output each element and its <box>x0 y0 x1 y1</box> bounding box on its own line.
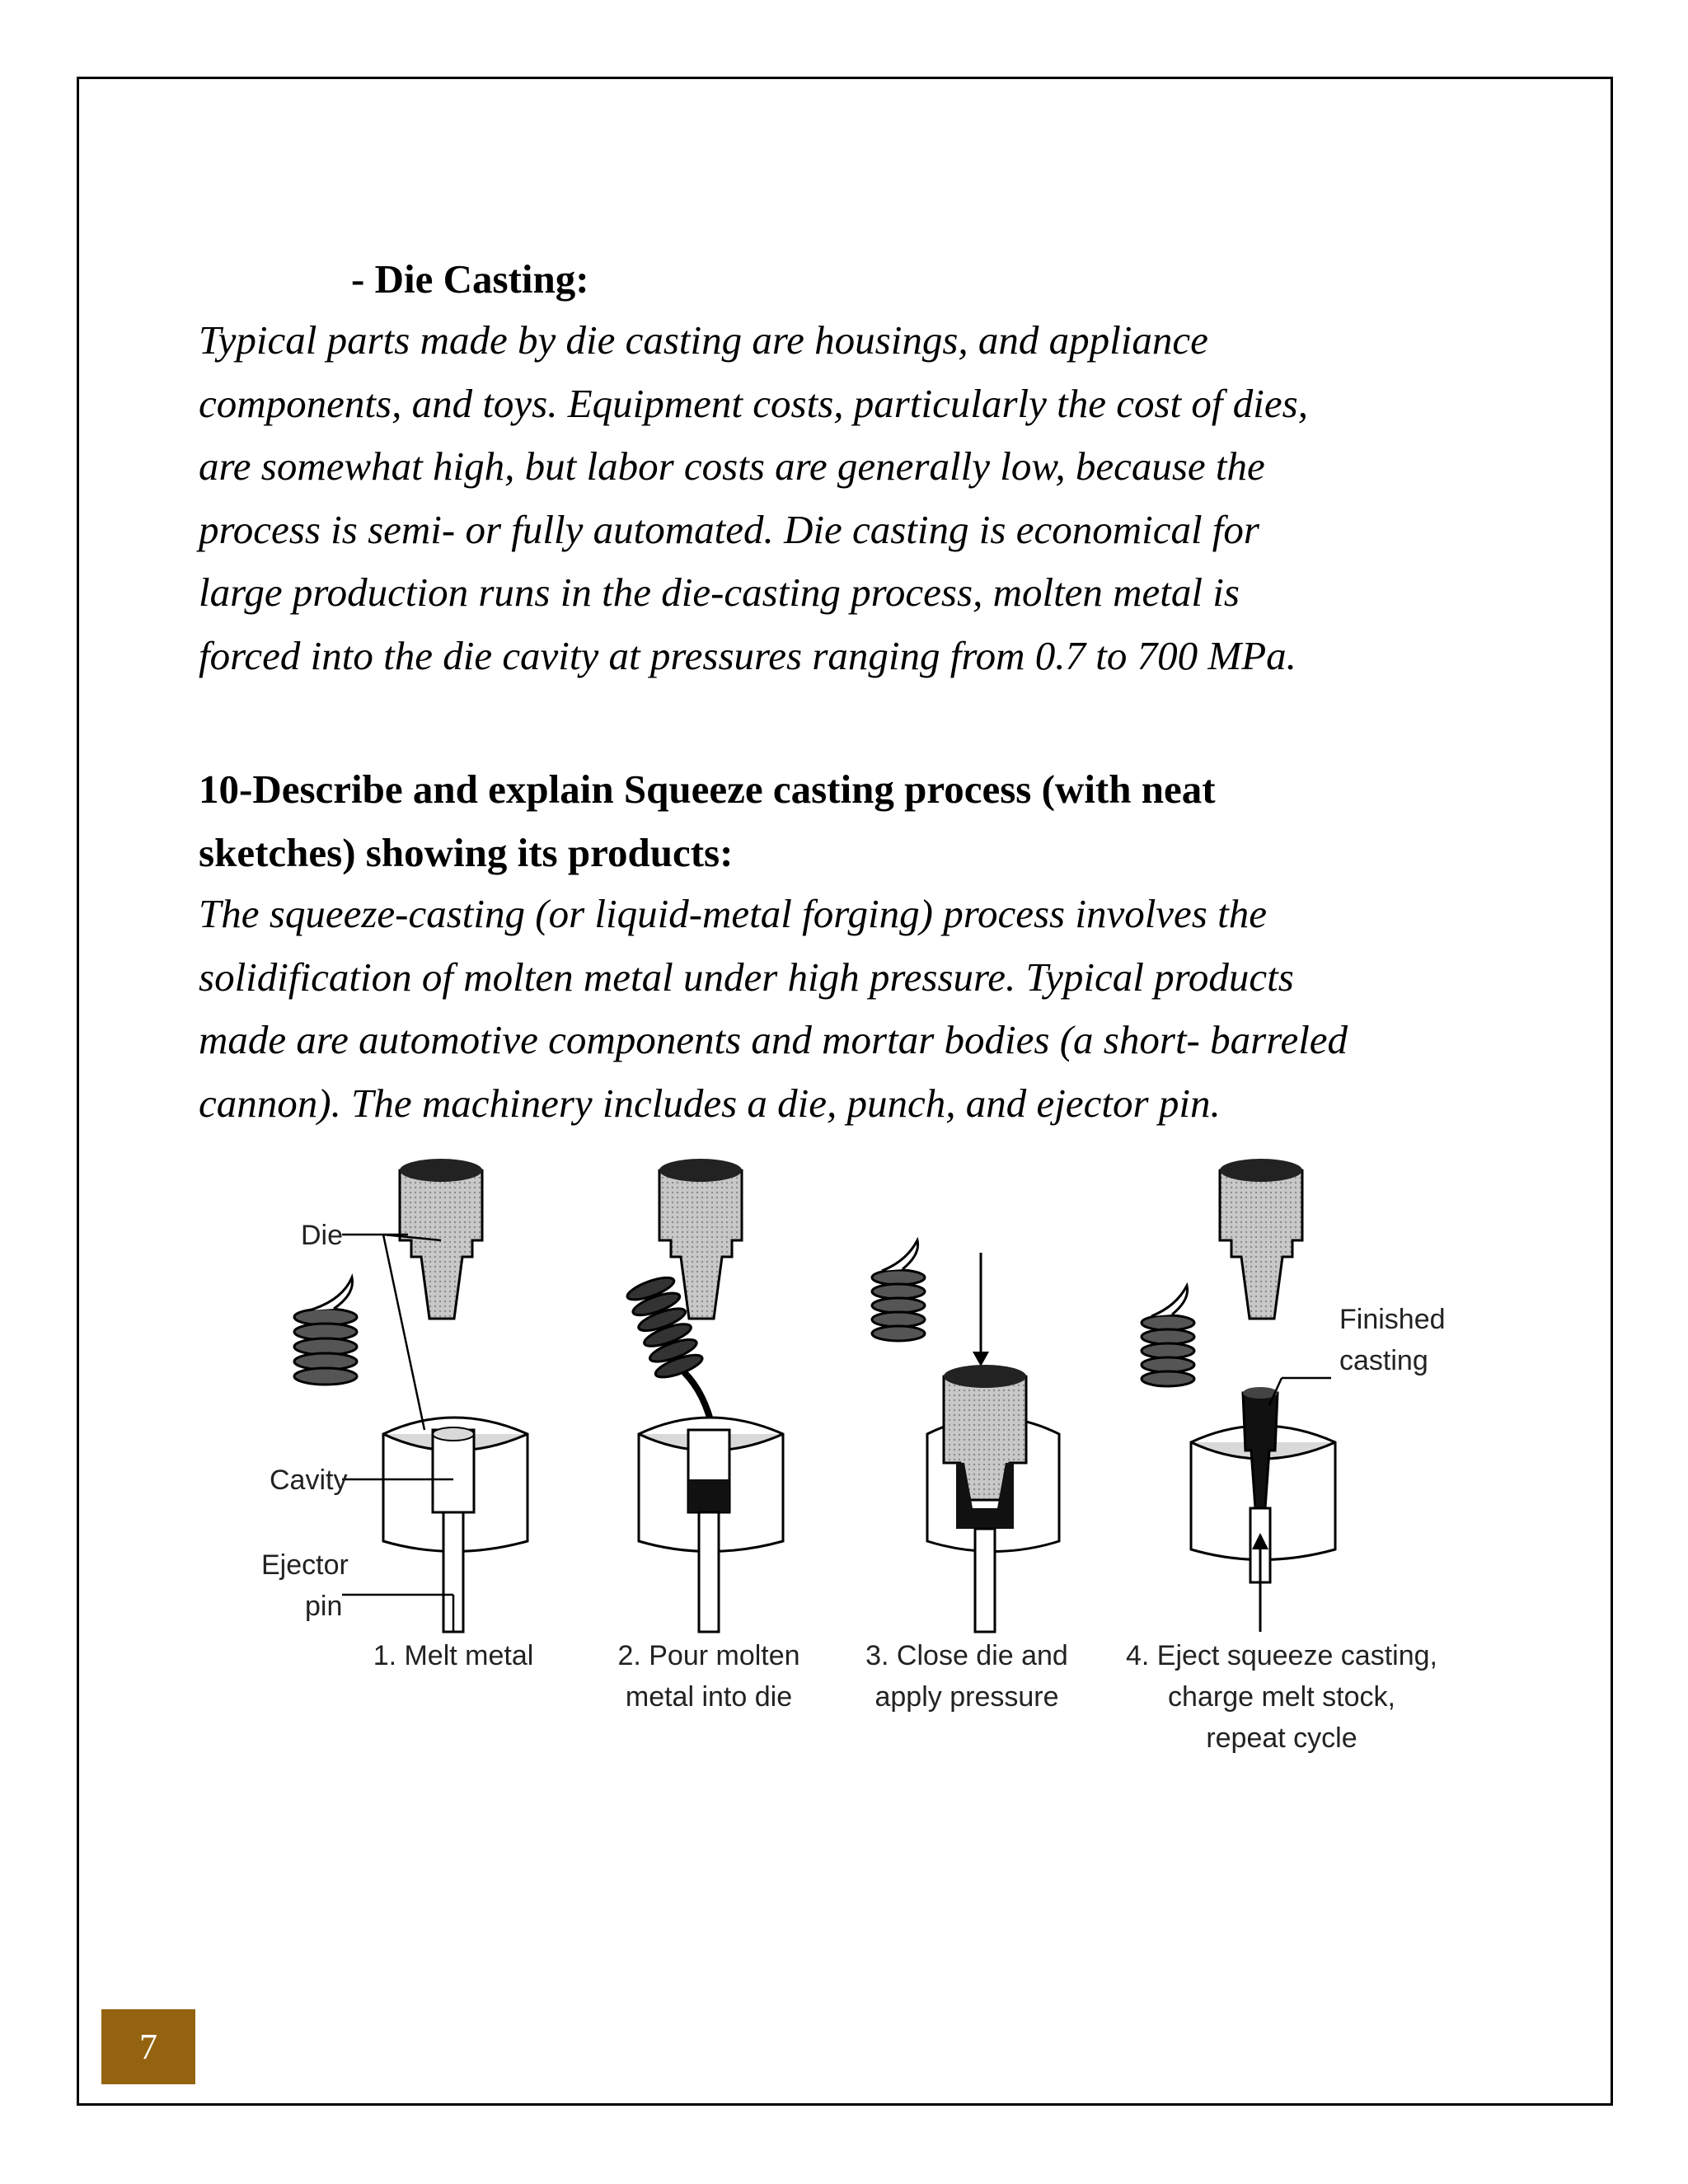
page-number: 7 <box>101 2009 195 2084</box>
paragraph-line: forced into the die cavity at pressures ranging from 0.7 to 700 MPa. <box>199 632 1296 678</box>
step-3-caption: apply pressure <box>874 1681 1059 1713</box>
squeeze-casting-paragraph <box>199 883 1348 1135</box>
step-2-caption: 2. Pour molten <box>617 1640 800 1671</box>
paragraph-line: made are automotive components and mortar bodies (a short- barreled <box>199 1017 1348 1062</box>
cavity-label: Cavity <box>270 1465 348 1496</box>
question-heading-line: 10-Describe and explain Squeeze casting process (with neat <box>199 766 1216 812</box>
pin-label: pin <box>305 1591 343 1622</box>
paragraph-line: process is semi- or fully automated. Die casting is economical for <box>199 506 1259 552</box>
ejector-label: Ejector <box>261 1549 349 1581</box>
die-label: Die <box>301 1220 344 1251</box>
paragraph-line: components, and toys. Equipment costs, particularly the cost of dies, <box>199 380 1308 426</box>
paragraph-line: large production runs in the die-casting process, molten metal is <box>199 569 1240 615</box>
stage-4-sketch <box>1142 1159 1335 1632</box>
section-heading: - Die Casting: <box>351 256 589 302</box>
stage-2-sketch <box>625 1159 783 1632</box>
paragraph-line: solidification of molten metal under high pressure. Typical products <box>199 954 1294 1000</box>
finished-label: Finished <box>1339 1304 1446 1335</box>
step-2-caption: metal into die <box>625 1681 793 1713</box>
step-4-caption: repeat cycle <box>1206 1722 1357 1754</box>
squeeze-casting-figure <box>210 1146 1459 1788</box>
question-heading-line: sketches) showing its products: <box>199 829 734 875</box>
step-4-caption: charge melt stock, <box>1168 1681 1395 1713</box>
question-heading <box>199 758 1216 884</box>
stage-3-sketch <box>872 1240 1059 1632</box>
step-4-caption: 4. Eject squeeze casting, <box>1125 1640 1438 1671</box>
paragraph-line: are somewhat high, but labor costs are generally low, because the <box>199 443 1265 489</box>
paragraph-line: Typical parts made by die casting are housings, and appliance <box>199 317 1208 363</box>
die-casting-paragraph <box>199 309 1308 687</box>
casting-label: casting <box>1339 1345 1428 1376</box>
paragraph-line: cannon). The machinery includes a die, punch, and ejector pin. <box>199 1080 1221 1126</box>
step-1-caption: 1. Melt metal <box>373 1640 534 1671</box>
paragraph-line: The squeeze-casting (or liquid-metal forging) process involves the <box>199 891 1267 936</box>
step-3-caption: 3. Close die and <box>865 1640 1068 1671</box>
